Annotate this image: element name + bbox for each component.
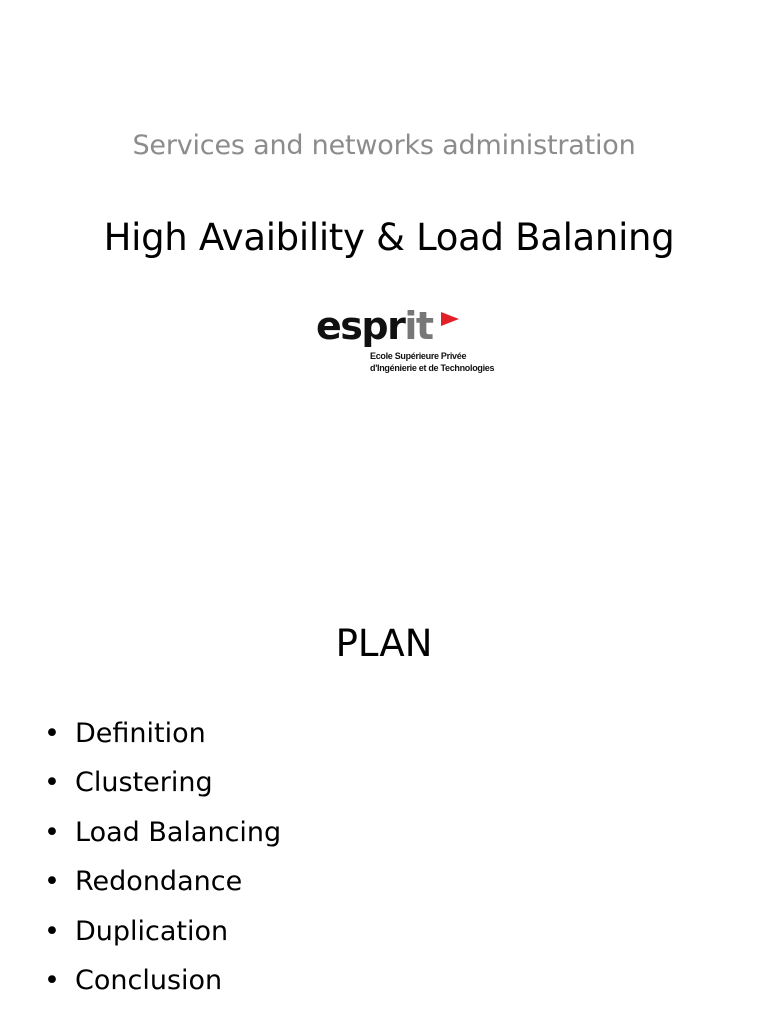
logo-wordmark xyxy=(316,304,433,348)
plan-slide xyxy=(0,576,768,1024)
logo-wordmark-main: espr xyxy=(316,304,405,348)
plan-title: PLAN xyxy=(335,622,433,665)
bullet-icon: • xyxy=(44,816,60,848)
list-item-label: Load Balancing xyxy=(75,816,282,848)
bullet-icon: • xyxy=(44,718,60,749)
list-item-label: Clustering xyxy=(75,767,213,799)
list-item-label: Conclusion xyxy=(75,964,223,996)
bullet-icon: • xyxy=(44,767,60,799)
slide-title: High Avaibility & Load Balaning xyxy=(103,216,675,259)
logo-tagline-line2: d'Ingénierie et de Technologies xyxy=(370,363,495,373)
slide-subtitle: Services and networks administration xyxy=(132,130,636,161)
bullet-icon: • xyxy=(44,964,60,996)
logo-tagline xyxy=(370,350,494,374)
list-item-label: Redondance xyxy=(75,866,243,898)
logo-flag-icon xyxy=(441,312,459,326)
list-item-label: Duplication xyxy=(75,915,229,947)
list-item-label: Definition xyxy=(75,718,206,749)
bullet-icon: • xyxy=(44,915,60,947)
esprit-logo xyxy=(316,306,496,378)
logo-wordmark-accent: it xyxy=(404,304,433,348)
bullet-icon: • xyxy=(44,866,60,898)
logo-tagline-line1: Ecole Supérieure Privée xyxy=(370,351,467,361)
